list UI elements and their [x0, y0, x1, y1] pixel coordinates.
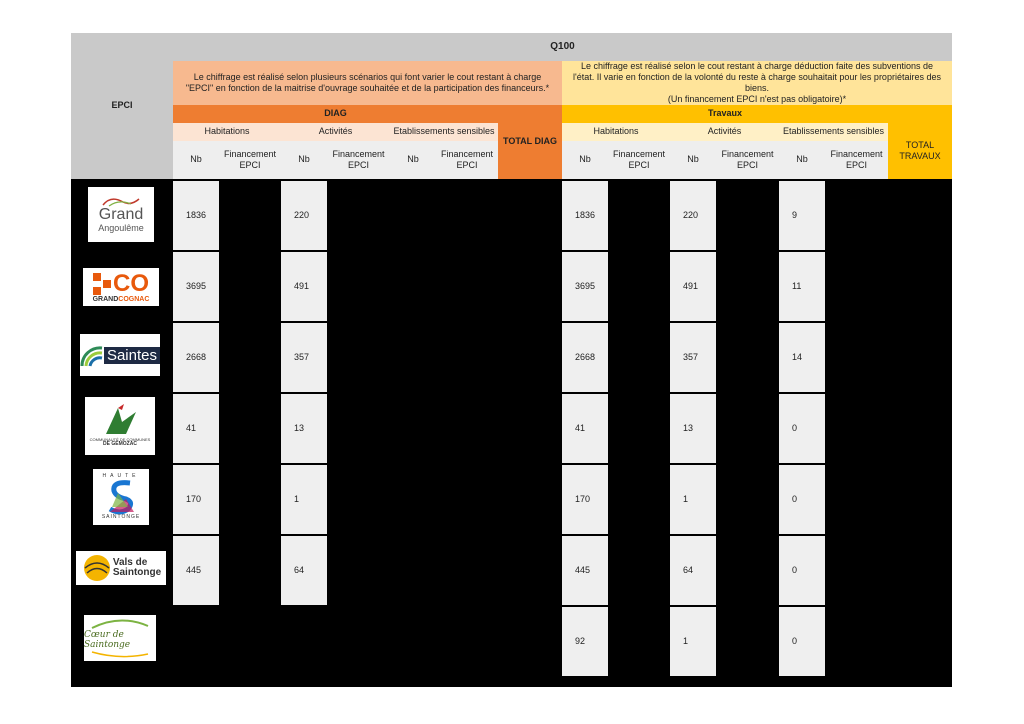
- value-cell-trav-hab: 1836: [562, 181, 608, 250]
- s-shape-icon: [106, 479, 136, 515]
- epci-header: EPCI: [71, 33, 173, 179]
- value-cell-diag-hab: 41: [173, 394, 219, 463]
- value-cell-trav-hab: 92: [562, 607, 608, 676]
- logo-grand-cognac-text1: GRAND: [92, 295, 119, 303]
- value-cell-trav-act: 64: [670, 536, 716, 605]
- nb-subheader: Nb: [670, 141, 716, 179]
- value-cell-trav-act: 220: [670, 181, 716, 250]
- logo-gemozac-line1: COMMUNAUTÉ DE COMMUNES: [89, 437, 151, 443]
- logo-haute-saintonge-top: HAUTE: [102, 473, 140, 479]
- financement-subheader: Financement EPCI: [327, 141, 390, 179]
- logo-vals-saintonge-line1: Vals de: [112, 557, 148, 568]
- value-cell-diag-act: 220: [281, 181, 327, 250]
- diag-habitations-header: Habitations: [173, 123, 281, 141]
- logo-grand-cognac: [83, 268, 159, 306]
- value-cell-trav-act: 1: [670, 607, 716, 676]
- diag-note: Le chiffrage est réalisé selon plusieurs scénarios qui font varier le cout restant à charge "EPCI" en fonction de la maitrise d'ouvrage souhaitée et de la participation des financeurs.*: [173, 61, 562, 105]
- value-cell-trav-hab: 445: [562, 536, 608, 605]
- value-cell-diag-hab: 1836: [173, 181, 219, 250]
- logo-grand-cognac-mark: CO: [113, 269, 149, 297]
- logo-saintes: [80, 334, 160, 376]
- nb-subheader: Nb: [173, 141, 219, 179]
- value-cell-diag-act: 1: [281, 465, 327, 534]
- nb-subheader: Nb: [281, 141, 327, 179]
- financement-subheader: Financement EPCI: [825, 141, 888, 179]
- logo-grand-angouleme: [88, 187, 154, 242]
- value-cell-diag-act: 491: [281, 252, 327, 321]
- value-cell-diag-act: 357: [281, 323, 327, 392]
- total-travaux-top: [888, 105, 952, 123]
- total-travaux-header: TOTAL TRAVAUX: [888, 123, 952, 179]
- nb-subheader: Nb: [390, 141, 436, 179]
- value-cell-trav-etab: 0: [779, 394, 825, 463]
- nb-subheader: Nb: [562, 141, 608, 179]
- value-cell-diag-act: 64: [281, 536, 327, 605]
- logo-haute-saintonge: [93, 469, 149, 525]
- swirl-icon: [101, 197, 141, 207]
- value-cell-trav-etab: 0: [779, 536, 825, 605]
- bird-icon: [100, 404, 140, 438]
- saintes-arc-icon: [80, 342, 104, 368]
- travaux-header: Travaux: [562, 105, 888, 123]
- value-cell-trav-hab: 2668: [562, 323, 608, 392]
- value-cell-trav-act: 491: [670, 252, 716, 321]
- logo-gemozac: [85, 397, 155, 455]
- value-cell-trav-act: 1: [670, 465, 716, 534]
- value-cell-diag-act: 13: [281, 394, 327, 463]
- value-cell-trav-etab: 0: [779, 607, 825, 676]
- q100-table: [71, 33, 952, 687]
- financement-subheader: Financement EPCI: [716, 141, 779, 179]
- diag-header: DIAG: [173, 105, 498, 123]
- value-cell-trav-act: 357: [670, 323, 716, 392]
- travaux-note-line1: Le chiffrage est réalisé selon le cout restant à charge déduction faite des subventions de l'état. Il varie en fonction de la volonté du reste à charge souhaitait pour les propriétaires des biens.: [573, 60, 941, 93]
- value-cell-diag-hab: 170: [173, 465, 219, 534]
- financement-subheader: Financement EPCI: [608, 141, 670, 179]
- logo-vals-saintonge: [76, 551, 166, 585]
- logo-coeur-saintonge: [84, 615, 156, 661]
- travaux-note: [562, 61, 952, 105]
- logo-haute-saintonge-bottom: SAINTONGE: [101, 514, 141, 520]
- value-cell-trav-hab: 3695: [562, 252, 608, 321]
- financement-subheader: Financement EPCI: [436, 141, 498, 179]
- logo-coeur-saintonge-text: Cœur de Saintonge: [84, 630, 131, 650]
- total-diag-header: TOTAL DIAG: [498, 105, 562, 179]
- cognac-mark-icon: [93, 273, 113, 295]
- q100-header: Q100: [173, 33, 952, 61]
- travaux-note-line2: (Un financement EPCI n'est pas obligatoire)*: [667, 94, 847, 105]
- logo-vals-saintonge-line2: Saintonge: [112, 567, 162, 578]
- value-cell-diag-hab: 445: [173, 536, 219, 605]
- logo-grand-angouleme-line2: Angoulême: [98, 222, 144, 233]
- wave-icon: [90, 618, 150, 630]
- value-cell-trav-etab: 0: [779, 465, 825, 534]
- diag-activites-header: Activités: [281, 123, 390, 141]
- sun-icon: [81, 553, 113, 583]
- diag-etablissements-header: Etablissements sensibles: [390, 123, 498, 141]
- value-cell-diag-hab: 3695: [173, 252, 219, 321]
- travaux-etablissements-header: Etablissements sensibles: [779, 123, 888, 141]
- travaux-habitations-header: Habitations: [562, 123, 670, 141]
- value-cell-diag-hab: 2668: [173, 323, 219, 392]
- value-cell-trav-act: 13: [670, 394, 716, 463]
- logo-saintes-text: Saintes: [104, 347, 160, 364]
- logo-grand-cognac-text2: COGNAC: [118, 295, 150, 303]
- value-cell-trav-etab: 9: [779, 181, 825, 250]
- wave-icon-2: [90, 650, 150, 658]
- value-cell-trav-hab: 170: [562, 465, 608, 534]
- logo-grand-angouleme-line1: Grand: [98, 205, 144, 223]
- logo-gemozac-line2: DE GÉMOZAC: [103, 441, 137, 448]
- financement-subheader: Financement EPCI: [219, 141, 281, 179]
- value-cell-trav-etab: 11: [779, 252, 825, 321]
- value-cell-trav-hab: 41: [562, 394, 608, 463]
- travaux-activites-header: Activités: [670, 123, 779, 141]
- value-cell-trav-etab: 14: [779, 323, 825, 392]
- nb-subheader: Nb: [779, 141, 825, 179]
